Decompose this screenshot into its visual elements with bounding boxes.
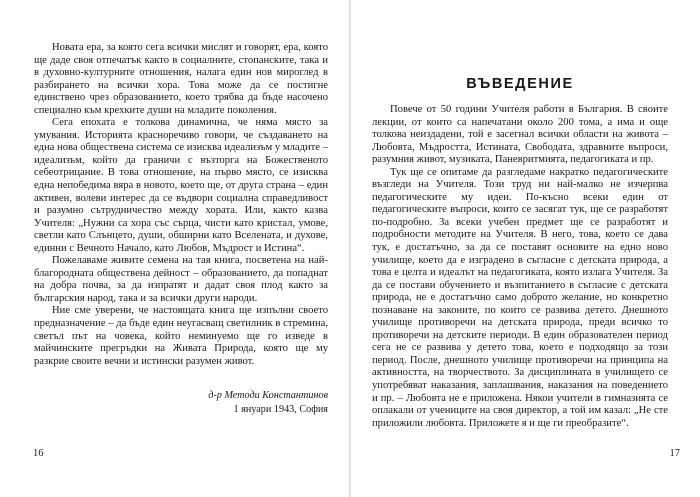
paragraph: Повече от 50 години Учителя работи в България. В своите лекции, от които са напечатани около 200 тома, а има и още толкова неиздадени, той е засегнал всички области на живота – Любовта, Мъдростта, Истината, Свободата, здравните въпроси, разумния живот, музиката, Паневритмията, педагогиката и пр. bbox=[372, 104, 668, 166]
page-number: 17 bbox=[669, 448, 680, 459]
right-page bbox=[351, 0, 700, 497]
paragraph: Ние сме уверени, че настоящата книга ще изпълни своето предназначение – да бъде един неугасващ светилник в стремина, светъл път на човека, който неминуемо ще го изведе в майчинските прегръдки на Живата Природа, която ще му разкрие своите вечни и истински разумен живот. bbox=[34, 305, 328, 367]
signature-date: 1 януари 1943, София bbox=[233, 404, 328, 415]
paragraph: Новата ера, за която сега всички мислят и говорят, ера, която ще даде своя отпечатък както в социалните, стопанските, така и в духовно-културните отношения, налага един нов мироглед в разбирането на всички хора. Това може да се постигне единствено чрез образованието, което трябва да бъде насочено специално към крехките души на младите поколения. bbox=[34, 42, 328, 116]
paragraph: Тук ще се опитаме да разгледаме накратко педагогическите възгледи на Учителя. Този труд ни най-малко не изчерпва педагогическите му идеи. По-късно всеки един от педагогическите въпроси, които се засягат тук, ще се разработят по-подробно. За всеки учебен предмет ще се разработят и подробности методите на Учителя. В него, това, което се дава тук, е достатъчно, за да се поставят основите на едно ново училище, което да е изградено в съгласие с детската природа, а това е целта и идеалът на педагогиката, която излага Учителя. За да се постави обучението и възпитанието в съгласие с детската природа, не е достатъчно само доброто желание, но конкретно познаване на законите, по които се развива детето. Днешното училище противоречи на детската природа, преди всичко то противоречи на детските периоди. В един образователен период сега не се развива у детето това, което е подходящо за този период. После, днешното училище противоречи на принципа на активността, на творчеството. За дисциплината в училището се употребяват наказания, заплашвания, наказания на поведението и пр. – Любовта не е приложена. Някои учители в гимназията се оплакали от учениците на своя директор, а той им казал: „Не сте приложили любовта. Приложете я и ще ги преобразите“. bbox=[372, 166, 668, 429]
paragraph: Сега епохата е толкова динамична, че няма място за умувания. Историята красноречиво говори, че създаването на една нова обществена система се изисква идеализъм у младите – идеализъм, който да граничи с възторга на Божественото себеотрицание. В това отношение, на първо място, се изисква една непобедима вяра в новото, което ще, от друга страна – един активен, волеви интерес да се въдвори социална справедливост и разумно сътрудничество между хората. Или, както казва Учителя: „Нужни са хора със сърца, чисти като кристал, умове, светли като Слънцето, души, обширни като Вселената, и духове, единни с Вечното Начало, като Любов, Мъдрост и Истина“. bbox=[34, 117, 328, 254]
left-page-text bbox=[34, 42, 328, 368]
signature bbox=[108, 389, 328, 417]
page-number: 16 bbox=[33, 448, 44, 459]
chapter-heading: ВЪВЕДЕНИЕ bbox=[466, 76, 574, 92]
paragraph: Пожелаваме живите семена на тая книга, посветена на най-благородната обществена дейност – образованието, да попаднат на добра почва, за да изпратят и дадат своя плод както за българския народ, така и за всички други народи. bbox=[34, 255, 328, 304]
right-page-text bbox=[372, 104, 668, 430]
signature-author: д-р Методи Константинов bbox=[208, 390, 328, 401]
left-page bbox=[0, 0, 349, 497]
